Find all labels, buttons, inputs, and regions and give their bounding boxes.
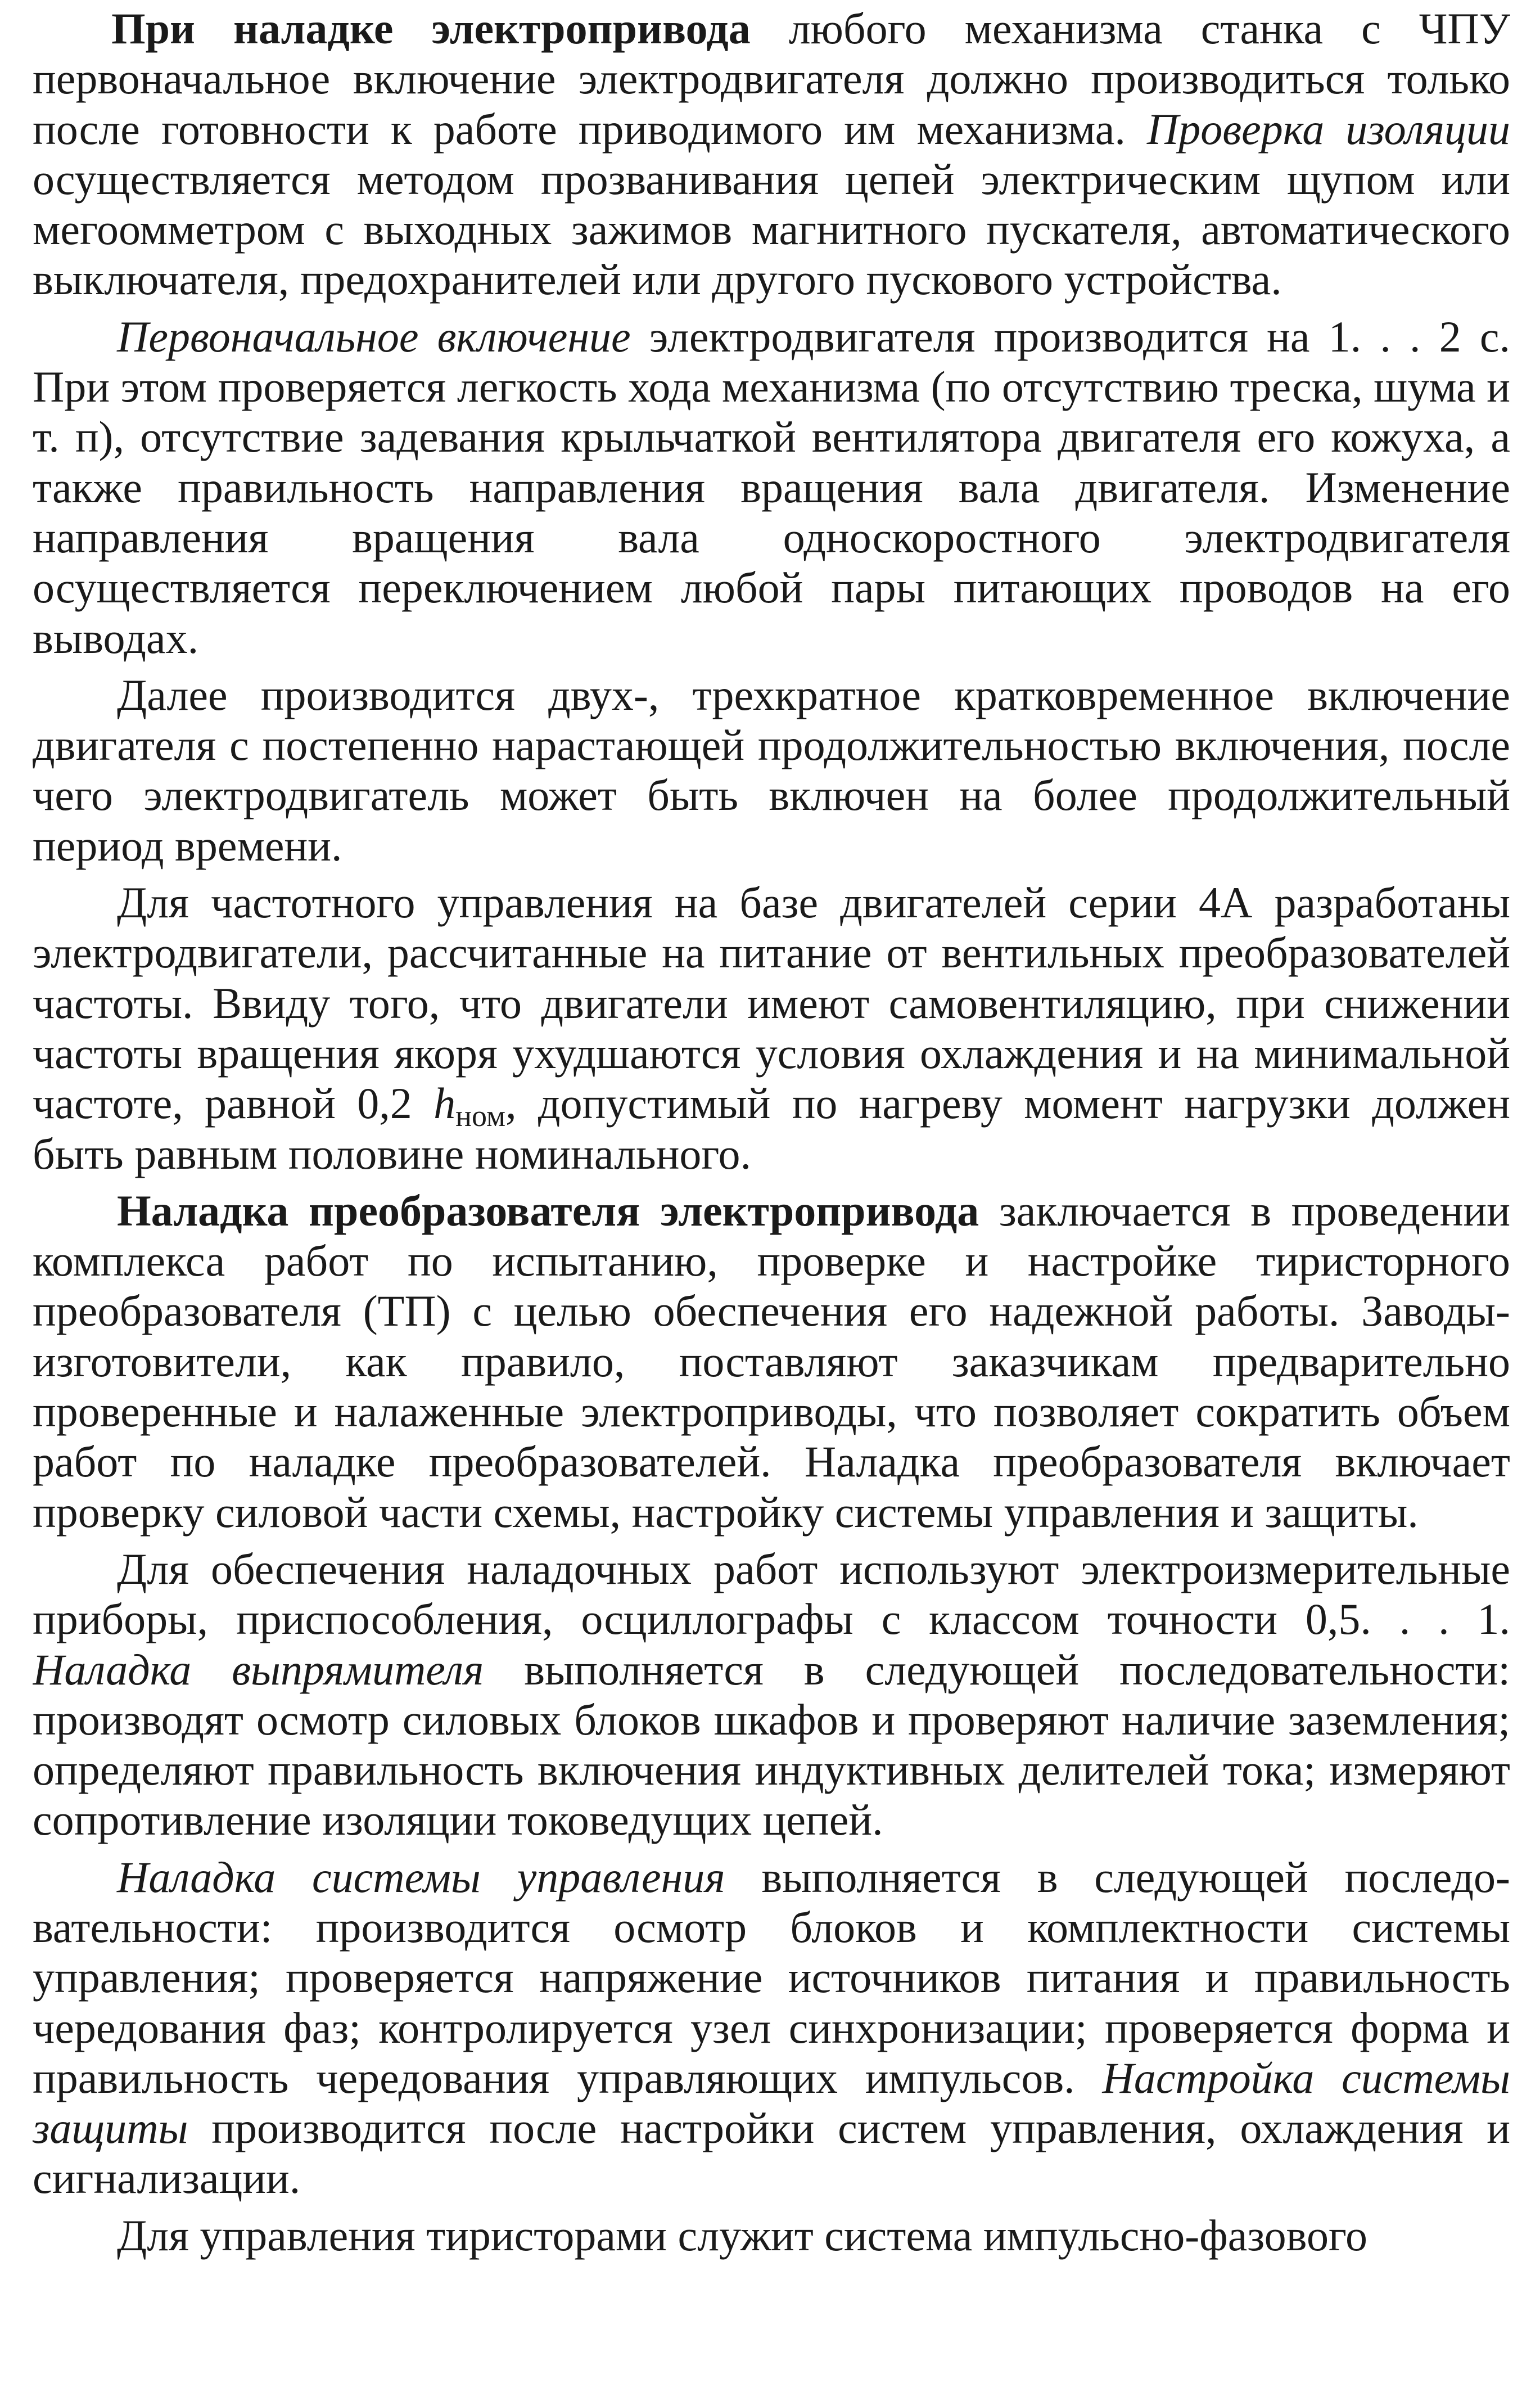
term-insulation-check: Проверка изоляции [1146,104,1510,154]
term-protection-setup: Настройка системы защиты [33,2053,1510,2153]
text-run: Для частотного управления на базе двигателей серии 4А разработаны электродвигатели, рассчитанные на питание от вентильных преобразователей частоты. Ввиду того, что двигатели имеют самовентиляцию, при снижении частоты вращения якоря ухудшаются условия охлаждения и на минимальной частоте, равной 0,2 [33,878,1510,1128]
text-run: выполняется в следующей последовательности: производится осмотр блоков и комплектности системы управления; проверяется напряжение источников питания и правильность чередования фаз; контролируется узел синхронизации; проверяется форма и правильность чередования управляющих импульсов. [33,1852,1510,2102]
text-run: , допустимый по нагреву момент нагрузки должен быть равным половине номинального. [33,1079,1510,1178]
term-initial-start: Первоначальное включение [117,312,631,361]
paragraph-converter-setup [33,1186,1510,1537]
text-run: Для обеспечения наладочных работ используют электроизмерительные приборы, приспособления, осциллографы с классом точности 0,5. . . 1. [33,1544,1510,1644]
text-run: заключается в проведении комплекса работ по испытанию, проверке и настройке тиристорного преобразователя (ТП) с целью обеспечения его надежной работы. Заводы-изготовители, как правило, поставляют заказчикам предварительно проверенные и налаженные электроприводы, что позволяет сократить объем работ по наладке преобразователей. Наладка преобразователя включает проверку силовой части схемы, настройку системы управления и защиты. [33,1186,1510,1537]
paragraph-repeated-start [33,670,1510,871]
text-run: осуществляется методом прозванивания цепей электрическим щупом или мегоомметром с выходных зажимов магнитного пускателя, автоматического выключателя, предохранителей или другого пускового устройства. [33,154,1510,304]
subscript-nom: ном [455,1099,506,1133]
paragraph-initial-start [33,312,1510,663]
paragraph-frequency-control [33,877,1510,1179]
paragraph-rectifier-setup [33,1544,1510,1845]
text-run: выполняется в следующей последовательности: производят осмотр силовых блоков шкафов и проверяют наличие заземления; определяют правильность включения индуктивных делителей тока; измеряют сопротивление изоляции токоведущих цепей. [33,1645,1510,1845]
text-run: электродвигателя производится на 1. . . 2 с. При этом проверяется легкость хода механизма (по отсутствию треска, шума и т. п), отсутствие задевания крыльчаткой вентилятора двигателя его кожуха, а также правильность направления вращения вала двигателя. Изменение направления вращения вала односкоростного электродвигателя осуществляется переключением любой пары питающих проводов на его выводах. [33,312,1510,663]
text-run: производится после настройки систем управления, охлаждения и сигнализации. [33,2103,1510,2203]
text-run: Далее производится двух-, трехкратное кратковременное включение двигателя с постепенно нарастающей продолжительностью включения, после чего электродвигатель может быть включен на более продолжительный период времени. [33,670,1510,870]
symbol-h: h [433,1079,456,1128]
document-page [33,3,1510,2383]
paragraph-thyristor-control [33,2210,1510,2260]
term-converter-setup: Наладка преобразователя электропривода [117,1186,979,1235]
term-rectifier-setup: Наладка выпрямителя [33,1645,484,1694]
term-control-system-setup: Наладка системы управления [117,1852,725,1902]
text-run: любого механизма станка с ЧПУ первоначальное включение электродвигателя должно производиться только после готовности к работе приводимого им механизма. [33,4,1510,154]
paragraph-control-system-setup [33,1852,1510,2204]
term-electric-drive-setup: При наладке электропривода [111,4,751,53]
paragraph-electric-drive-setup [33,3,1510,305]
text-run: Для управления тиристорами служит система импульсно-фазового [117,2210,1368,2260]
